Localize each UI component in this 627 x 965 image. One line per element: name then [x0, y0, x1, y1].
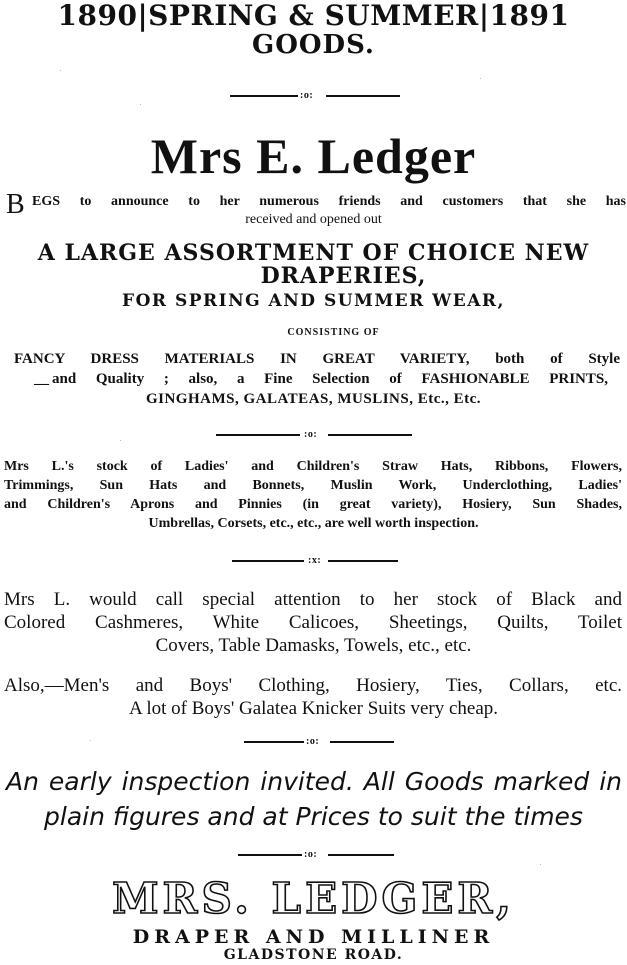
- intro-line-1: EGS to announce to her numerous friends and customers that she has: [32, 194, 626, 209]
- assortment-line-2: DRAPERIES,: [260, 263, 427, 289]
- also-line-2: A lot of Boys' Galatea Knicker Suits very cheap.: [128, 698, 499, 719]
- materials-line-1: FANCY DRESS MATERIALS IN GREAT VARIETY, both of Style: [14, 351, 620, 367]
- separator-rule: :x:: [232, 553, 398, 569]
- separator-rule: :o:: [230, 88, 400, 104]
- attention-line-1: Mrs L. would call special attention to her stock of Black and: [4, 589, 622, 610]
- header-goods-title: GOODS.: [252, 30, 375, 60]
- materials-line-2: and Quality ; also, a Fine Selection of FASHIONABLE PRINTS,: [52, 371, 608, 387]
- consisting-of-label: CONSISTING OF: [287, 327, 380, 338]
- print-speck: [540, 864, 541, 865]
- footer-address: GLADSTONE ROAD.: [223, 947, 404, 963]
- invitation-line-1: An early inspection invited. All Goods marked in: [6, 767, 622, 796]
- intro-drop-cap: B: [6, 189, 25, 220]
- also-line-1: Also,—Men's and Boys' Clothing, Hosiery, Ties, Collars, etc.: [4, 675, 622, 696]
- print-speck: [90, 740, 91, 741]
- attention-line-2: Colored Cashmeres, White Calicoes, Sheetings, Quilts, Toilet: [4, 612, 622, 633]
- stock-line-2: Trimmings, Sun Hats and Bonnets, Muslin Work, Underclothing, Ladies': [4, 478, 622, 493]
- print-speck: [480, 78, 481, 79]
- proprietor-name: Mrs E. Ledger: [150, 128, 477, 184]
- stock-line-4: Umbrellas, Corsets, etc., etc., are well worth inspection.: [148, 516, 479, 531]
- assortment-line-1: A LARGE ASSORTMENT OF CHOICE NEW: [37, 240, 590, 266]
- attention-line-3: Covers, Table Damasks, Towels, etc., etc.: [155, 635, 472, 656]
- stock-line-3: and Children's Aprons and Pinnies (in great variety), Hosiery, Sun Shades,: [4, 497, 622, 512]
- invitation-line-2: plain figures and at Prices to suit the times: [44, 802, 583, 831]
- separator-rule: :o:: [238, 847, 394, 863]
- footer-name: MRS. LEDGER,: [112, 874, 515, 923]
- separator-rule: :o:: [244, 734, 394, 750]
- separator-rule: :o:: [216, 427, 412, 443]
- assortment-line-3: FOR SPRING AND SUMMER WEAR,: [122, 291, 505, 311]
- footer-trade: DRAPER AND MILLINER: [132, 926, 495, 948]
- print-speck: [120, 440, 121, 441]
- materials-line-3: GINGHAMS, GALATEAS, MUSLINS, Etc., Etc.: [145, 391, 482, 407]
- header-years-title: 1890|SPRING & SUMMER|1891: [57, 0, 570, 32]
- intro-line-2: received and opened out: [245, 212, 382, 227]
- print-speck: [140, 104, 141, 105]
- stock-line-1: Mrs L.'s stock of Ladies' and Children's Straw Hats, Ribbons, Flowers,: [4, 459, 622, 474]
- print-speck: [60, 70, 61, 71]
- materials-dash: —: [34, 376, 49, 392]
